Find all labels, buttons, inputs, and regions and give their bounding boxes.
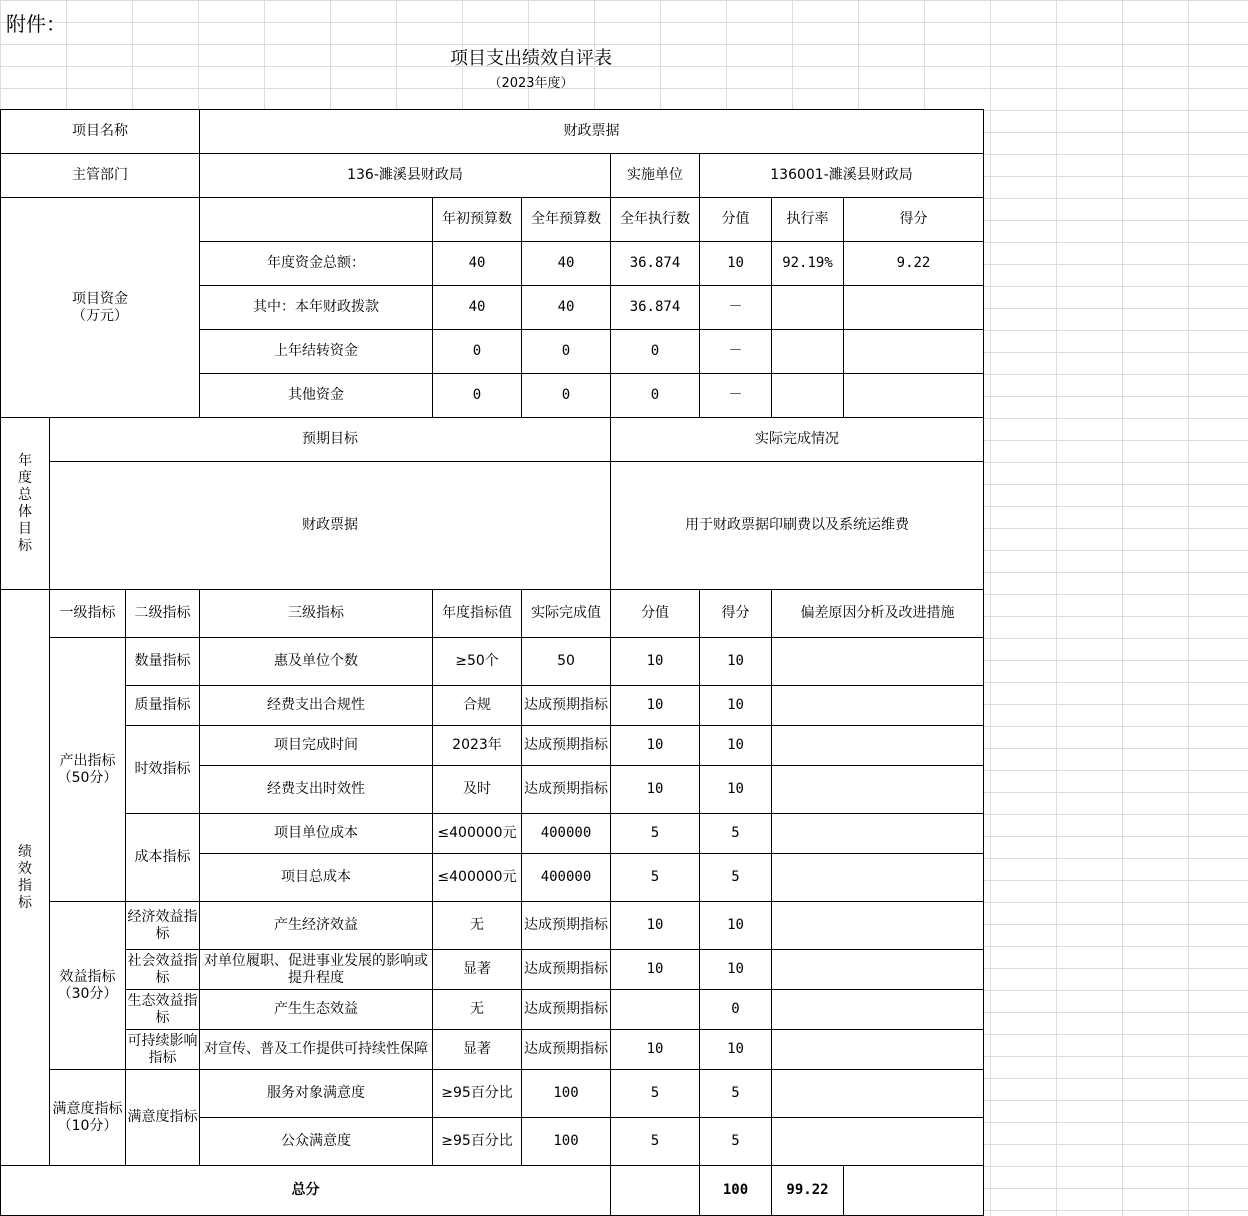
indicator-target: 无 — [433, 990, 522, 1030]
indicator-actual: 达成预期指标 — [522, 902, 611, 950]
subgroup-social: 社会效益指标 — [126, 950, 200, 990]
funds-score-value: 10 — [700, 242, 772, 286]
indicator-target: 2023年 — [433, 726, 522, 766]
indicator-target: 显著 — [433, 1030, 522, 1070]
funds-row-label: 其他资金 — [200, 374, 433, 418]
funds-row-label: 上年结转资金 — [200, 330, 433, 374]
indicator-score: 0 — [700, 990, 772, 1030]
header-level3: 三级指标 — [200, 590, 433, 638]
funds-initial: 0 — [433, 330, 522, 374]
indicator-name: 经费支出时效性 — [200, 766, 433, 814]
indicator-score: 10 — [700, 1030, 772, 1070]
funds-score — [844, 286, 984, 330]
funds-score-value: － — [700, 374, 772, 418]
indicator-row — [1, 686, 984, 726]
indicator-row — [1, 950, 984, 990]
subgroup-cost: 成本指标 — [126, 814, 200, 902]
funds-row-label: 其中：本年财政拨款 — [200, 286, 433, 330]
funds-rate — [772, 374, 844, 418]
group-output: 产出指标（50分） — [50, 638, 126, 902]
indicator-actual: 达成预期指标 — [522, 726, 611, 766]
attachment-label: 附件： — [6, 12, 66, 36]
indicator-target: ≤400000元 — [433, 854, 522, 902]
indicator-analysis — [772, 950, 984, 990]
indicator-analysis — [772, 766, 984, 814]
department-row — [1, 154, 984, 198]
total-score: 99.22 — [772, 1166, 844, 1216]
funds-rate — [772, 286, 844, 330]
indicator-target: ≥95百分比 — [433, 1070, 522, 1118]
indicator-name: 经费支出合规性 — [200, 686, 433, 726]
indicator-score: 10 — [700, 638, 772, 686]
indicator-name: 对单位履职、促进事业发展的影响或提升程度 — [200, 950, 433, 990]
header-score-value: 分值 — [611, 590, 700, 638]
indicator-analysis — [772, 1030, 984, 1070]
indicators-header-row — [1, 590, 984, 638]
funds-col-score-value: 分值 — [700, 198, 772, 242]
indicator-analysis — [772, 638, 984, 686]
funds-annual: 0 — [522, 330, 611, 374]
funds-initial: 0 — [433, 374, 522, 418]
indicator-row — [1, 814, 984, 854]
indicator-name: 惠及单位个数 — [200, 638, 433, 686]
indicator-name: 服务对象满意度 — [200, 1070, 433, 1118]
subgroup-economic: 经济效益指标 — [126, 902, 200, 950]
indicator-actual: 达成预期指标 — [522, 990, 611, 1030]
project-name-value: 财政票据 — [200, 110, 984, 154]
indicator-actual: 400000 — [522, 854, 611, 902]
indicator-analysis — [772, 854, 984, 902]
indicator-score: 10 — [700, 686, 772, 726]
project-name-label: 项目名称 — [1, 110, 200, 154]
group-benefit: 效益指标（30分） — [50, 902, 126, 1070]
funds-score-value: － — [700, 286, 772, 330]
indicators-side-label: 绩 效 指 标 — [1, 590, 50, 1166]
funds-annual: 0 — [522, 374, 611, 418]
funds-executed: 0 — [611, 330, 700, 374]
indicator-score-value: 10 — [611, 950, 700, 990]
subgroup-timeliness: 时效指标 — [126, 726, 200, 814]
funds-col-executed: 全年执行数 — [611, 198, 700, 242]
goals-header-row — [1, 418, 984, 462]
funds-col-score: 得分 — [844, 198, 984, 242]
header-level1: 一级指标 — [50, 590, 126, 638]
funds-rate — [772, 330, 844, 374]
indicator-analysis — [772, 686, 984, 726]
indicator-score: 10 — [700, 902, 772, 950]
indicator-score-value: 10 — [611, 1030, 700, 1070]
funds-col-annual: 全年预算数 — [522, 198, 611, 242]
funds-header-row — [1, 198, 984, 242]
subgroup-ecological: 生态效益指标 — [126, 990, 200, 1030]
funds-col-initial: 年初预算数 — [433, 198, 522, 242]
expected-goal-header: 预期目标 — [50, 418, 611, 462]
indicator-analysis — [772, 990, 984, 1030]
funds-label — [1, 198, 200, 418]
indicator-score: 10 — [700, 950, 772, 990]
indicator-row — [1, 726, 984, 766]
indicator-analysis — [772, 1118, 984, 1166]
indicator-target: ≥95百分比 — [433, 1118, 522, 1166]
funds-score — [844, 374, 984, 418]
indicator-score: 10 — [700, 766, 772, 814]
funds-executed: 0 — [611, 374, 700, 418]
indicator-score: 5 — [700, 814, 772, 854]
indicator-score-value: 10 — [611, 902, 700, 950]
indicator-analysis — [772, 814, 984, 854]
funds-annual: 40 — [522, 286, 611, 330]
header-level2: 二级指标 — [126, 590, 200, 638]
actual-goal-text: 用于财政票据印刷费以及系统运维费 — [611, 462, 984, 590]
indicator-score-value: 5 — [611, 854, 700, 902]
department-value: 136-濉溪县财政局 — [200, 154, 611, 198]
header-score: 得分 — [700, 590, 772, 638]
subgroup-satisfaction: 满意度指标 — [126, 1070, 200, 1166]
indicator-actual: 100 — [522, 1070, 611, 1118]
funds-executed: 36.874 — [611, 242, 700, 286]
indicator-name: 对宣传、普及工作提供可持续性保障 — [200, 1030, 433, 1070]
funds-score — [844, 330, 984, 374]
indicator-target: 合规 — [433, 686, 522, 726]
indicator-score-value: 10 — [611, 766, 700, 814]
indicator-actual: 达成预期指标 — [522, 1030, 611, 1070]
funds-initial: 40 — [433, 286, 522, 330]
indicator-analysis — [772, 902, 984, 950]
header-analysis: 偏差原因分析及改进措施 — [772, 590, 984, 638]
implementing-unit-value: 136001-濉溪县财政局 — [700, 154, 984, 198]
project-name-row — [1, 110, 984, 154]
indicator-actual: 达成预期指标 — [522, 686, 611, 726]
evaluation-table — [0, 109, 984, 1216]
indicator-name: 项目单位成本 — [200, 814, 433, 854]
total-analysis-blank — [844, 1166, 984, 1216]
indicator-actual: 400000 — [522, 814, 611, 854]
indicator-target: ≥50个 — [433, 638, 522, 686]
indicator-row — [1, 638, 984, 686]
indicator-target: ≤400000元 — [433, 814, 522, 854]
indicator-row — [1, 1070, 984, 1118]
funds-score: 9.22 — [844, 242, 984, 286]
funds-initial: 40 — [433, 242, 522, 286]
indicator-target: 及时 — [433, 766, 522, 814]
indicator-score-value: 10 — [611, 726, 700, 766]
funds-row-label: 年度资金总额： — [200, 242, 433, 286]
expected-goal-text: 财政票据 — [50, 462, 611, 590]
total-row — [1, 1166, 984, 1216]
funds-rate: 92.19% — [772, 242, 844, 286]
indicator-name: 公众满意度 — [200, 1118, 433, 1166]
page-title: 项目支出绩效自评表 — [450, 48, 612, 69]
indicator-row — [1, 902, 984, 950]
goals-content-row — [1, 462, 984, 590]
total-actual-blank — [611, 1166, 700, 1216]
indicator-analysis — [772, 1070, 984, 1118]
subgroup-quantity: 数量指标 — [126, 638, 200, 686]
indicator-actual: 100 — [522, 1118, 611, 1166]
indicator-name: 项目完成时间 — [200, 726, 433, 766]
indicator-actual: 50 — [522, 638, 611, 686]
funds-annual: 40 — [522, 242, 611, 286]
funds-col-rate: 执行率 — [772, 198, 844, 242]
indicator-score-value: 5 — [611, 1070, 700, 1118]
subgroup-quality: 质量指标 — [126, 686, 200, 726]
indicator-name: 产生生态效益 — [200, 990, 433, 1030]
funds-score-value: － — [700, 330, 772, 374]
indicator-analysis — [772, 726, 984, 766]
indicator-score-value: 10 — [611, 686, 700, 726]
subgroup-sustainable: 可持续影响指标 — [126, 1030, 200, 1070]
funds-label-line2: （万元） — [72, 307, 128, 324]
indicator-score-value — [611, 990, 700, 1030]
indicator-score: 5 — [700, 1118, 772, 1166]
implementing-unit-label: 实施单位 — [611, 154, 700, 198]
funds-executed: 36.874 — [611, 286, 700, 330]
indicator-score-value: 5 — [611, 1118, 700, 1166]
group-satisfaction: 满意度指标（10分） — [50, 1070, 126, 1166]
indicator-target: 无 — [433, 902, 522, 950]
indicator-score: 5 — [700, 1070, 772, 1118]
total-score-value: 100 — [700, 1166, 772, 1216]
indicator-row — [1, 1030, 984, 1070]
indicator-target: 显著 — [433, 950, 522, 990]
funds-blank-header — [200, 198, 433, 242]
indicator-row — [1, 990, 984, 1030]
indicator-score-value: 10 — [611, 638, 700, 686]
total-label: 总分 — [1, 1166, 611, 1216]
department-label: 主管部门 — [1, 154, 200, 198]
funds-label-line1: 项目资金 — [72, 290, 128, 307]
goals-side-label: 年 度 总 体 目 标 — [1, 418, 50, 590]
year-subtitle: （2023年度） — [488, 76, 574, 91]
indicator-actual: 达成预期指标 — [522, 950, 611, 990]
header-actual: 实际完成值 — [522, 590, 611, 638]
header-target: 年度指标值 — [433, 590, 522, 638]
indicator-score: 10 — [700, 726, 772, 766]
indicator-name: 产生经济效益 — [200, 902, 433, 950]
actual-goal-header: 实际完成情况 — [611, 418, 984, 462]
indicator-score-value: 5 — [611, 814, 700, 854]
indicator-score: 5 — [700, 854, 772, 902]
indicator-name: 项目总成本 — [200, 854, 433, 902]
indicator-actual: 达成预期指标 — [522, 766, 611, 814]
